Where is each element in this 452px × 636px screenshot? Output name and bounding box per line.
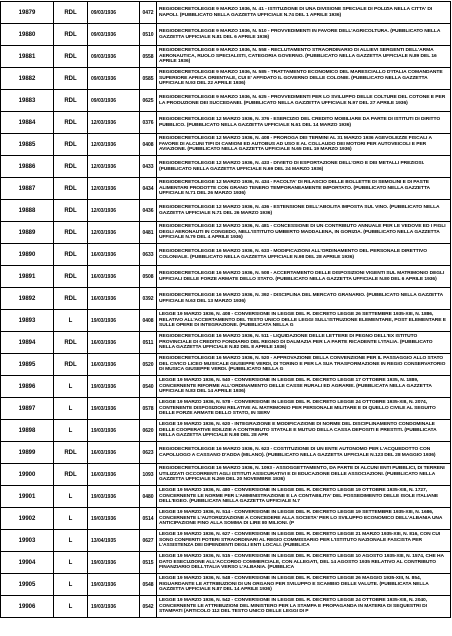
act-date: 12/03/1936 — [88, 222, 140, 244]
act-type: RDL — [54, 332, 88, 354]
act-description: LEGGE 19 MARZO 1936, N. 627 - CONVERSIONE IN LEGGE DEL R. DECRETO LEGGE 21 MARZO 1935-XIII, N. 816, CON CUI SONO CONFERITI POTERI STRAORDINARI AL REGIO COMMISSARIO PER L'ISTITUTO NAZIONALE FASCISTA PER L'ASSISTENZA DEI DIPENDENTI DEGLI ENTI LOCALI. (PUBBLICA — [157, 530, 451, 552]
row-number: 19881 — [1, 46, 54, 68]
act-page: 0623 — [140, 442, 157, 464]
act-date: 12/03/1936 — [88, 112, 140, 134]
act-date: 19/03/1936 — [88, 574, 140, 596]
table-row — [1, 530, 451, 552]
act-date: 09/03/1936 — [88, 24, 140, 46]
act-page: 0392 — [140, 288, 157, 310]
act-description: REGIODECRETOLEGGE 16 MARZO 1936, N. 520 - APPROVAZIONE DELLA CONVENZIONE PER IL PASSAGGIO ALLO STATO DEL CIVICO LICEO MUSICALE GIUSEPPE VERDI, DI TORINO E PER LA SUA TRASFORMAZIONE IN REGIO CONSERVATORIO DI MUSICA GIUSEPPE VERDI. (PUBBLICATO NELLA G — [157, 354, 451, 376]
register-sheet — [0, 1, 451, 618]
row-number: 19898 — [1, 420, 54, 442]
act-page: 0481 — [140, 222, 157, 244]
act-type: RDL — [54, 222, 88, 244]
row-number: 19890 — [1, 244, 54, 266]
table-row — [1, 24, 451, 46]
row-number: 19882 — [1, 68, 54, 90]
row-number: 19906 — [1, 596, 54, 618]
act-type: RDL — [54, 156, 88, 178]
act-description: LEGGE 19 MARZO 1936, N. 515 - CONVERSIONE IN LEGGE DEL R. DECRETO LEGGE 10 AGOSTO 1935-XIII, N. 1574, CHE HA DATO ESECUZIONE ALL'ACCORDO COMMERCIALE, CON ALLEGATI, DEL 14 AGOSTO 1935 RELATIVO AL CONTRIBUTO FINANZIARIO DELL'ITALIA VERSO L'ALBANIA. (PUBBLICA — [157, 552, 451, 574]
table-row — [1, 68, 451, 90]
act-description: REGIODECRETOLEGGE 12 MARZO 1936, N. 433 - DIVIETO DI ESPORTAZIONE DELL'ORO E DEI METALLI PREZIOSI. (PUBBLICATO NELLA GAZZETTA UFFICIALE N.69 DEL 24 MARZO 1936) — [157, 156, 451, 178]
act-type: RDL — [54, 178, 88, 200]
act-type: RDL — [54, 134, 88, 156]
act-date: 19/03/1936 — [88, 596, 140, 618]
row-number: 19897 — [1, 398, 54, 420]
act-type: L — [54, 310, 88, 332]
act-type: L — [54, 486, 88, 508]
row-number: 19896 — [1, 376, 54, 398]
row-number: 19883 — [1, 90, 54, 112]
act-page: 0436 — [140, 200, 157, 222]
act-type: L — [54, 376, 88, 398]
row-number: 19904 — [1, 552, 54, 574]
table-row — [1, 46, 451, 68]
row-number: 19903 — [1, 530, 54, 552]
act-type: L — [54, 508, 88, 530]
table-row — [1, 112, 451, 134]
row-number: 19885 — [1, 134, 54, 156]
row-number: 19892 — [1, 288, 54, 310]
act-description: REGIODECRETOLEGGE 9 MARZO 1936, N. 585 - TRATTAMENTO ECONOMICO DEL MARESCIALLO D'ITALIA COMANDANTE SUPERIORE AFRICA ORIENTALE, CUI E' AFFIDATO IL GOVERNO DELLE COLONIE. (PUBBLICATO NELLA GAZZETTA UFFICIALE N.93 DEL 22 APRILE 1936) — [157, 68, 451, 90]
act-description: LEGGE 19 MARZO 1936, N. 540 - CONVERSIONE IN LEGGE DEL R. DECRETO LEGGE 17 OTTOBRE 1935, N. 1889, CONCERNENTE RIFORME ALL'ORDINAMENTO DELLE CASSE RURALI ED AGRARIE. (PUBBLICATA NELLA GAZZETTA UFFICIALE N.83 DEL 14 APRILE 1936) — [157, 376, 451, 398]
act-description: REGIODECRETOLEGGE 12 MARZO 1936, N. 481 - CONCESSIONE DI UN CONTRIBUTO ANNUALE PER LE VEDOVE ED I FIGLI DEGLI AERONAUTI IN CONGEDO, NELL'ISTITUTO UMBERTO MADDALENA, IN GORIZIA. (PUBBLICATO NELLA GAZZETTA UFFICIALE N.79 DEL 4 APRILE 1936) — [157, 222, 451, 244]
act-type: RDL — [54, 266, 88, 288]
act-date: 09/03/1936 — [88, 68, 140, 90]
act-page: 1093 — [140, 464, 157, 486]
table-row — [1, 574, 451, 596]
row-number: 19900 — [1, 464, 54, 486]
act-description: LEGGE 19 MARZO 1936, N. 514 - CONVERSIONE IN LEGGE DEL R. DECRETO LEGGE 19 SETTEMBRE 1935-XIII, N. 1686, CONCERNENTE L'AUTORIZZAZIONE A CONCEDERE ALLA SOCIETA' PER LO SVILUPPO ECONOMICO DELL'ALBANIA UNA ANTICIPAZIONE FINO ALLA SOMMA DI LIRE 80 MILIONI. (P — [157, 508, 451, 530]
table-row — [1, 222, 451, 244]
act-description: LEGGE 19 MARZO 1936, N. 542 - CONVERSIONE IN LEGGE DEL R. DECRETO LEGGE 24 OTTOBRE 1935-XIII, N. 2040, CONCERNENTE LE ATTRIBUZIONI DEL MINISTERO PER LA STAMPA E PROPAGANDA IN MATERIA DI SEQUESTRI DI STAMPATI (ARTICOLO 112 DEL TESTO UNICO DELLE LEGGI DI P — [157, 596, 451, 618]
row-number: 19887 — [1, 178, 54, 200]
act-description: REGIODECRETOLEGGE 12 MARZO 1936, N. 376 - ESERCIZIO DEL CREDITO MOBILIARE DA PARTE DI ISTITUTI DI DIRITTO PUBBLICO. (PUBBLICATO NELLA GAZZETTA UFFICIALE N.61 DEL 14 MARZO 1936) — [157, 112, 451, 134]
act-description: REGIODECRETOLEGGE 16 MARZO 1936, N. 392 - DISCIPLINA DEL MERCATO GRANARIO. (PUBBLICATO NELLA GAZZETTA UFFICIALE N.63 DEL 13 MARZO 1936) — [157, 288, 451, 310]
act-page: 0520 — [140, 354, 157, 376]
act-type: RDL — [54, 288, 88, 310]
table-row — [1, 134, 451, 156]
act-page: 0540 — [140, 376, 157, 398]
act-page: 0508 — [140, 266, 157, 288]
table-row — [1, 90, 451, 112]
act-type: RDL — [54, 200, 88, 222]
row-number: 19902 — [1, 508, 54, 530]
table-row — [1, 178, 451, 200]
act-page: 0627 — [140, 530, 157, 552]
table-row — [1, 354, 451, 376]
act-description: REGIODECRETOLEGGE 16 MARZO 1936, N. 508 - ACCERTAMENTO DELLE DISPOSIZIONI VIGENTI SUL MATRIMONIO DEGLI UFFICIALI DELLE FORZE ARMATE DELLO STATO. (PUBBLICATO NELLA GAZZETTA UFFICIALE N.80 DEL 6 APRILE 1936) — [157, 266, 451, 288]
act-type: RDL — [54, 24, 88, 46]
act-date: 12/03/1936 — [88, 200, 140, 222]
row-number: 19879 — [1, 2, 54, 24]
act-description: REGIODECRETOLEGGE 9 MARZO 1936, N. 510 - PROVVEDIMENTI IN FAVORE DELL'AGRICOLTURA. (PUBBLICATO NELLA GAZZETTA UFFICIALE N.81 DEL 6 APRILE 1936) — [157, 24, 451, 46]
act-date: 19/03/1936 — [88, 486, 140, 508]
act-date: 16/03/1936 — [88, 288, 140, 310]
act-page: 0633 — [140, 244, 157, 266]
act-date: 16/03/1936 — [88, 464, 140, 486]
act-type: RDL — [54, 90, 88, 112]
act-page: 0480 — [140, 486, 157, 508]
act-description: LEGGE 19 MARZO 1936, N. 548 - CONVERSIONE IN LEGGE DEL R. DECRETO LEGGE 26 MAGGIO 1935-XIII, N. 854, RIGUARDANTE LE ATTRIBUZIONI DI UN ORGANO PER SVILUPPO E SCAMBIO DELLE VALUTE. (PUBBLICATA NELLA GAZZETTA UFFICIALE N.87 DEL 14 APRILE 1936) — [157, 574, 451, 596]
row-number: 19893 — [1, 310, 54, 332]
row-number: 19888 — [1, 200, 54, 222]
row-number: 19895 — [1, 354, 54, 376]
act-date: 12/03/1936 — [88, 134, 140, 156]
table-row — [1, 2, 451, 24]
act-description: REGIODECRETOLEGGE 9 MARZO 1936, N. 41 - ISTITUZIONE DI UNA DIVISIONE SPECIALE DI POLIZIA NELLA CITTA' DI NAPOLI. (PUBBLICATO NELLA GAZZETTA UFFICIALE N.74 DEL 1 APRILE 1936) — [157, 2, 451, 24]
act-date: 16/03/1936 — [88, 354, 140, 376]
act-type: L — [54, 596, 88, 618]
act-description: LEGGE 19 MARZO 1936, N. 578 - CONVERSIONE IN LEGGE DEL R. DECRETO LEGGE 24 OTTOBRE 1935-XIII, N. 2074, CONTENENTE DISPOSIZIONI RELATIVE AL MATRIMONIO PER PERSONALE MILITARE E DI QUELLO CIVILE AL SEGUITO DELLE FORZE ARMATE DELLO STATO, IN SERV — [157, 398, 451, 420]
table-row — [1, 442, 451, 464]
act-date: 19/03/1936 — [88, 552, 140, 574]
act-description: REGIODECRETOLEGGE 12 MARZO 1936, N. 408 - PROROGA DEI TERMINI AL 31 MARZO 1936 AGEVOLEZZE FISCALI A FAVORE DI ALCUNI TIPI DI CAMIONI ED AUTOBUS AD USO E AL COLLAUDO DEI MOTORI PER AUTOVEICOLI E PER AVIAZIONE. (PUBBLICATO NELLA GAZZETTA UFFICIALE N.65 DEL 19 MARZO 1936) — [157, 134, 451, 156]
act-date: 09/03/1936 — [88, 90, 140, 112]
row-number: 19905 — [1, 574, 54, 596]
act-page: 0620 — [140, 420, 157, 442]
act-page: 0558 — [140, 46, 157, 68]
act-date: 16/03/1936 — [88, 442, 140, 464]
act-page: 0514 — [140, 508, 157, 530]
row-number: 19899 — [1, 442, 54, 464]
table-row — [1, 310, 451, 332]
act-description: LEGGE 19 MARZO 1936, N. 480 - CONVERSIONE IN LEGGE DEL R. DECRETO LEGGE 19 OTTOBRE 1935-XIII, N. 1727, CONCERNENTE LE NORME PER L'AMMINISTRAZIONE E LA CONTABILITA' DEL POSSEDIMENTO DELLE ISOLE ITALIANE DELL'EGEO. (PUBBLICATA NELLA GAZZETTA UFFICIALE N.7 — [157, 486, 451, 508]
act-page: 0548 — [140, 574, 157, 596]
act-date: 19/03/1936 — [88, 508, 140, 530]
act-description: REGIODECRETOLEGGE 16 MARZO 1936, N. 633 - MODIFICAZIONI ALL'ORDINAMENTO DEL PERSONALE DIRETTIVO COLONIALE. (PUBBLICATO NELLA GAZZETTA UFFICIALE N.98 DEL 28 APRILE 1936) — [157, 244, 451, 266]
table-row — [1, 200, 451, 222]
act-description: REGIODECRETOLEGGE 12 MARZO 1936, N. 434 - FACOLTA' DI RILASCIO DELLE BOLLETTE DI SEMOLINI E DI PASTE ALIMENTARI PRODOTTE CON GRANO TENERO TEMPORANEAMENTE IMPORTATO. (PUBBLICATO NELLA GAZZETTA UFFICIALE N.71 DEL 26 MARZO 1936) — [157, 178, 451, 200]
act-date: 12/03/1936 — [88, 178, 140, 200]
act-date: 12/03/1936 — [88, 156, 140, 178]
act-type: RDL — [54, 244, 88, 266]
table-row — [1, 376, 451, 398]
act-description: LEGGE 19 MARZO 1936, N. 620 - INTEGRAZIONE E MODIFICAZIONE DI NORME DEL DISCIPLINAMENTO CONDOMINALE DELLE COOPERATIVE EDILIZIE A CONTRIBUTO STATALE E MUTUO DELLA CASSA DEPOSITI E PRESTITI. (PUBBLICATA NELLA GAZZETTA UFFICIALE N.98 DEL 28 APR — [157, 420, 451, 442]
act-description: REGIODECRETOLEGGE 9 MARZO 1936, N. 558 - RECLUTAMENTO STRAORDINARIO DI ALLIEVI SERGENTI DELL'ARMA AERONAUTICA, RUOLO SPECIALISTI, CATEGORIA GOVERNO. (PUBBLICATO NELLA GAZZETTA UFFICIALE N.89 DEL 16 APRILE 1936) — [157, 46, 451, 68]
act-description: REGIODECRETOLEGGE 16 MARZO 1936, N. 623 - COSTITUZIONE DI UN ENTE AUTONOMO PER L'ACQUEDOTTO CON CAPOLUOGO A CASSANO D'ADDA (MILANO). (PUBBLICATO NELLA GAZZETTA UFFICIALE N.123 DEL 28 MAGGIO 1936) — [157, 442, 451, 464]
act-page: 0510 — [140, 24, 157, 46]
row-number: 19880 — [1, 24, 54, 46]
row-number: 19889 — [1, 222, 54, 244]
act-date: 19/03/1936 — [88, 398, 140, 420]
table-row — [1, 486, 451, 508]
row-number: 19884 — [1, 112, 54, 134]
act-date: 16/03/1936 — [88, 332, 140, 354]
act-page: 0511 — [140, 332, 157, 354]
act-type: RDL — [54, 442, 88, 464]
act-page: 0585 — [140, 68, 157, 90]
legislation-table — [0, 1, 451, 618]
act-type: L — [54, 574, 88, 596]
act-type: RDL — [54, 354, 88, 376]
table-row — [1, 508, 451, 530]
row-number: 19886 — [1, 156, 54, 178]
table-row — [1, 398, 451, 420]
table-row — [1, 596, 451, 618]
row-number: 19891 — [1, 266, 54, 288]
row-number: 19901 — [1, 486, 54, 508]
row-number: 19894 — [1, 332, 54, 354]
act-page: 0542 — [140, 596, 157, 618]
act-page: 0625 — [140, 90, 157, 112]
act-type: RDL — [54, 68, 88, 90]
act-description: REGIODECRETOLEGGE 9 MARZO 1936, N. 625 - PROVVEDIMENTI PER LO SVILUPPO DELLE COLTURE DEL COTONE E PER LA PRODUZIONE DEI SUCCEDANEI. (PUBBLICATO NELLA GAZZETTA UFFICIALE N.97 DEL 27 APRILE 1936) — [157, 90, 451, 112]
act-page: 0515 — [140, 552, 157, 574]
act-type: RDL — [54, 2, 88, 24]
act-page: 0408 — [140, 134, 157, 156]
table-row — [1, 464, 451, 486]
act-type: L — [54, 398, 88, 420]
table-row — [1, 420, 451, 442]
table-row — [1, 332, 451, 354]
act-date: 19/03/1936 — [88, 376, 140, 398]
table-row — [1, 266, 451, 288]
act-type: RDL — [54, 112, 88, 134]
act-description: REGIODECRETOLEGGE 12 MARZO 1936, N. 436 - ESTENSIONE DELL'ABOLITA IMPOSTA SUL VINO. (PUBBLICATO NELLA GAZZETTA UFFICIALE N.71 DEL 26 MARZO 1936) — [157, 200, 451, 222]
act-page: 0434 — [140, 178, 157, 200]
act-description: REGIODECRETOLEGGE 16 MARZO 1936, N. 1093 - ASSOGGETTAMENTO, DA PARTE DI ALCUNI ENTI PUBBLICI, DI TERRENI UTILIZZATI OCCORRENTI AGLI ISTITUTI ASSICURATIVI E DI EDUCAZIONE DELLE ASSOCIAZIONI. (PUBBLICATO NELLA GAZZETTA UFFICIALE N.269 DEL 20 NOVEMBRE 1936) — [157, 464, 451, 486]
act-type: L — [54, 552, 88, 574]
act-type: RDL — [54, 464, 88, 486]
table-row — [1, 156, 451, 178]
act-date: 19/03/1936 — [88, 420, 140, 442]
act-type: L — [54, 530, 88, 552]
table-row — [1, 244, 451, 266]
act-date: 16/03/1936 — [88, 266, 140, 288]
act-date: 09/03/1936 — [88, 2, 140, 24]
act-page: 0376 — [140, 112, 157, 134]
table-body — [1, 2, 451, 618]
act-page: 0433 — [140, 156, 157, 178]
act-date: 13/04/1935 — [88, 530, 140, 552]
act-type: L — [54, 420, 88, 442]
table-row — [1, 288, 451, 310]
table-row — [1, 552, 451, 574]
act-date: 16/03/1936 — [88, 244, 140, 266]
act-date: 09/03/1936 — [88, 46, 140, 68]
act-description: REGIODECRETOLEGGE 16 MARZO 1936, N. 511 - LIQUIDAZIONE DELLE LETTERE DI PEGNO DELL'EX ISTITUTO PROVINCIALE DI CREDITO FONDIARIO DEL REGNO DI DALMAZIA PER LA PARTE RICADENTE L'ITALIA. (PUBBLICATO NELLA GAZZETTA UFFICIALE N.82 DEL 8 APRILE 1936) — [157, 332, 451, 354]
act-type: RDL — [54, 46, 88, 68]
act-date: 19/03/1936 — [88, 310, 140, 332]
act-page: 0408 — [140, 310, 157, 332]
act-page: 0578 — [140, 398, 157, 420]
act-description: LEGGE 19 MARZO 1936, N. 408 - CONVERSIONE IN LEGGE DEL R. DECRETO LEGGE 26 SETTEMBRE 1935-XIII, N. 1886, RELATIVO ALL'ACCERTAMENTO DEL TESTO UNICO DELLE LEGGI SULL'ISTRUZIONE ELEMENTARE, POST ELEMENTARE E SULLE OPERE DI INTEGRAZIONE. (PUBBLICATA NELLA G — [157, 310, 451, 332]
act-page: 0472 — [140, 2, 157, 24]
